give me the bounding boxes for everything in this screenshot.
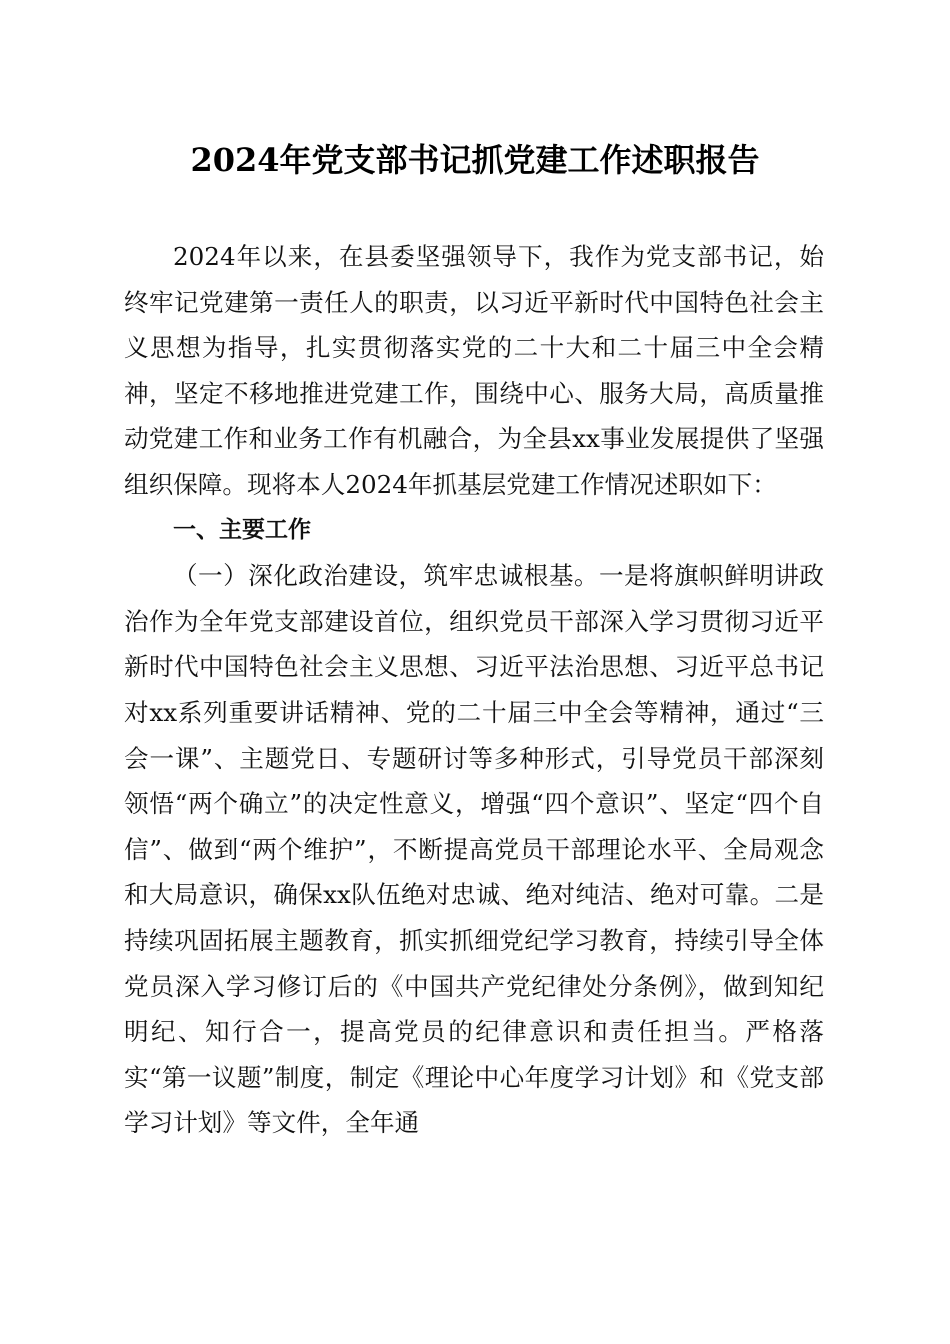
intro-paragraph: 2024年以来，在县委坚强领导下，我作为党支部书记，始终牢记党建第一责任人的职责，以习近平新时代中国特色社会主义思想为指导，扎实贯彻落实党的二十大和二十届三中全会精神，坚定不移地推进党建工作，围绕中心、服务大局，高质量推动党建工作和业务工作有机融合，为全县xx事业发展提供了坚强组织保障。现将本人2024年抓基层党建工作情况述职如下： [124,242,824,499]
subsection-paragraph [124,553,824,1146]
document-title: 2024年党支部书记抓党建工作述职报告 [190,141,760,179]
subsection-lead: （一）深化政治建设，筑牢忠诚根基。 [173,561,599,591]
document-body [124,234,824,1146]
subsection-body: 一是将旗帜鲜明讲政治作为全年党支部建设首位，组织党员干部深入学习贯彻习近平新时代中国特色社会主义思想、习近平法治思想、习近平总书记对xx系列重要讲话精神、党的二十届三中全会等精神，通过“三会一课”、主题党日、专题研讨等多种形式，引导党员干部深刻领悟“两个确立”的决定性意义，增强“四个意识”、坚定“四个自信”、做到“两个维护”，不断提高党员干部理论水平、全局观念和大局意识，确保xx队伍绝对忠诚、绝对纯洁、绝对可靠。二是持续巩固拓展主题教育，抓实抓细党纪学习教育，持续引导全体党员深入学习修订后的《中国共产党纪律处分条例》，做到知纪明纪、知行合一，提高党员的纪律意识和责任担当。严格落实“第一议题”制度，制定《理论中心年度学习计划》和《党支部学习计划》等文件，全年通 [124,561,824,1138]
section-heading: 一、主要工作 [173,516,311,543]
